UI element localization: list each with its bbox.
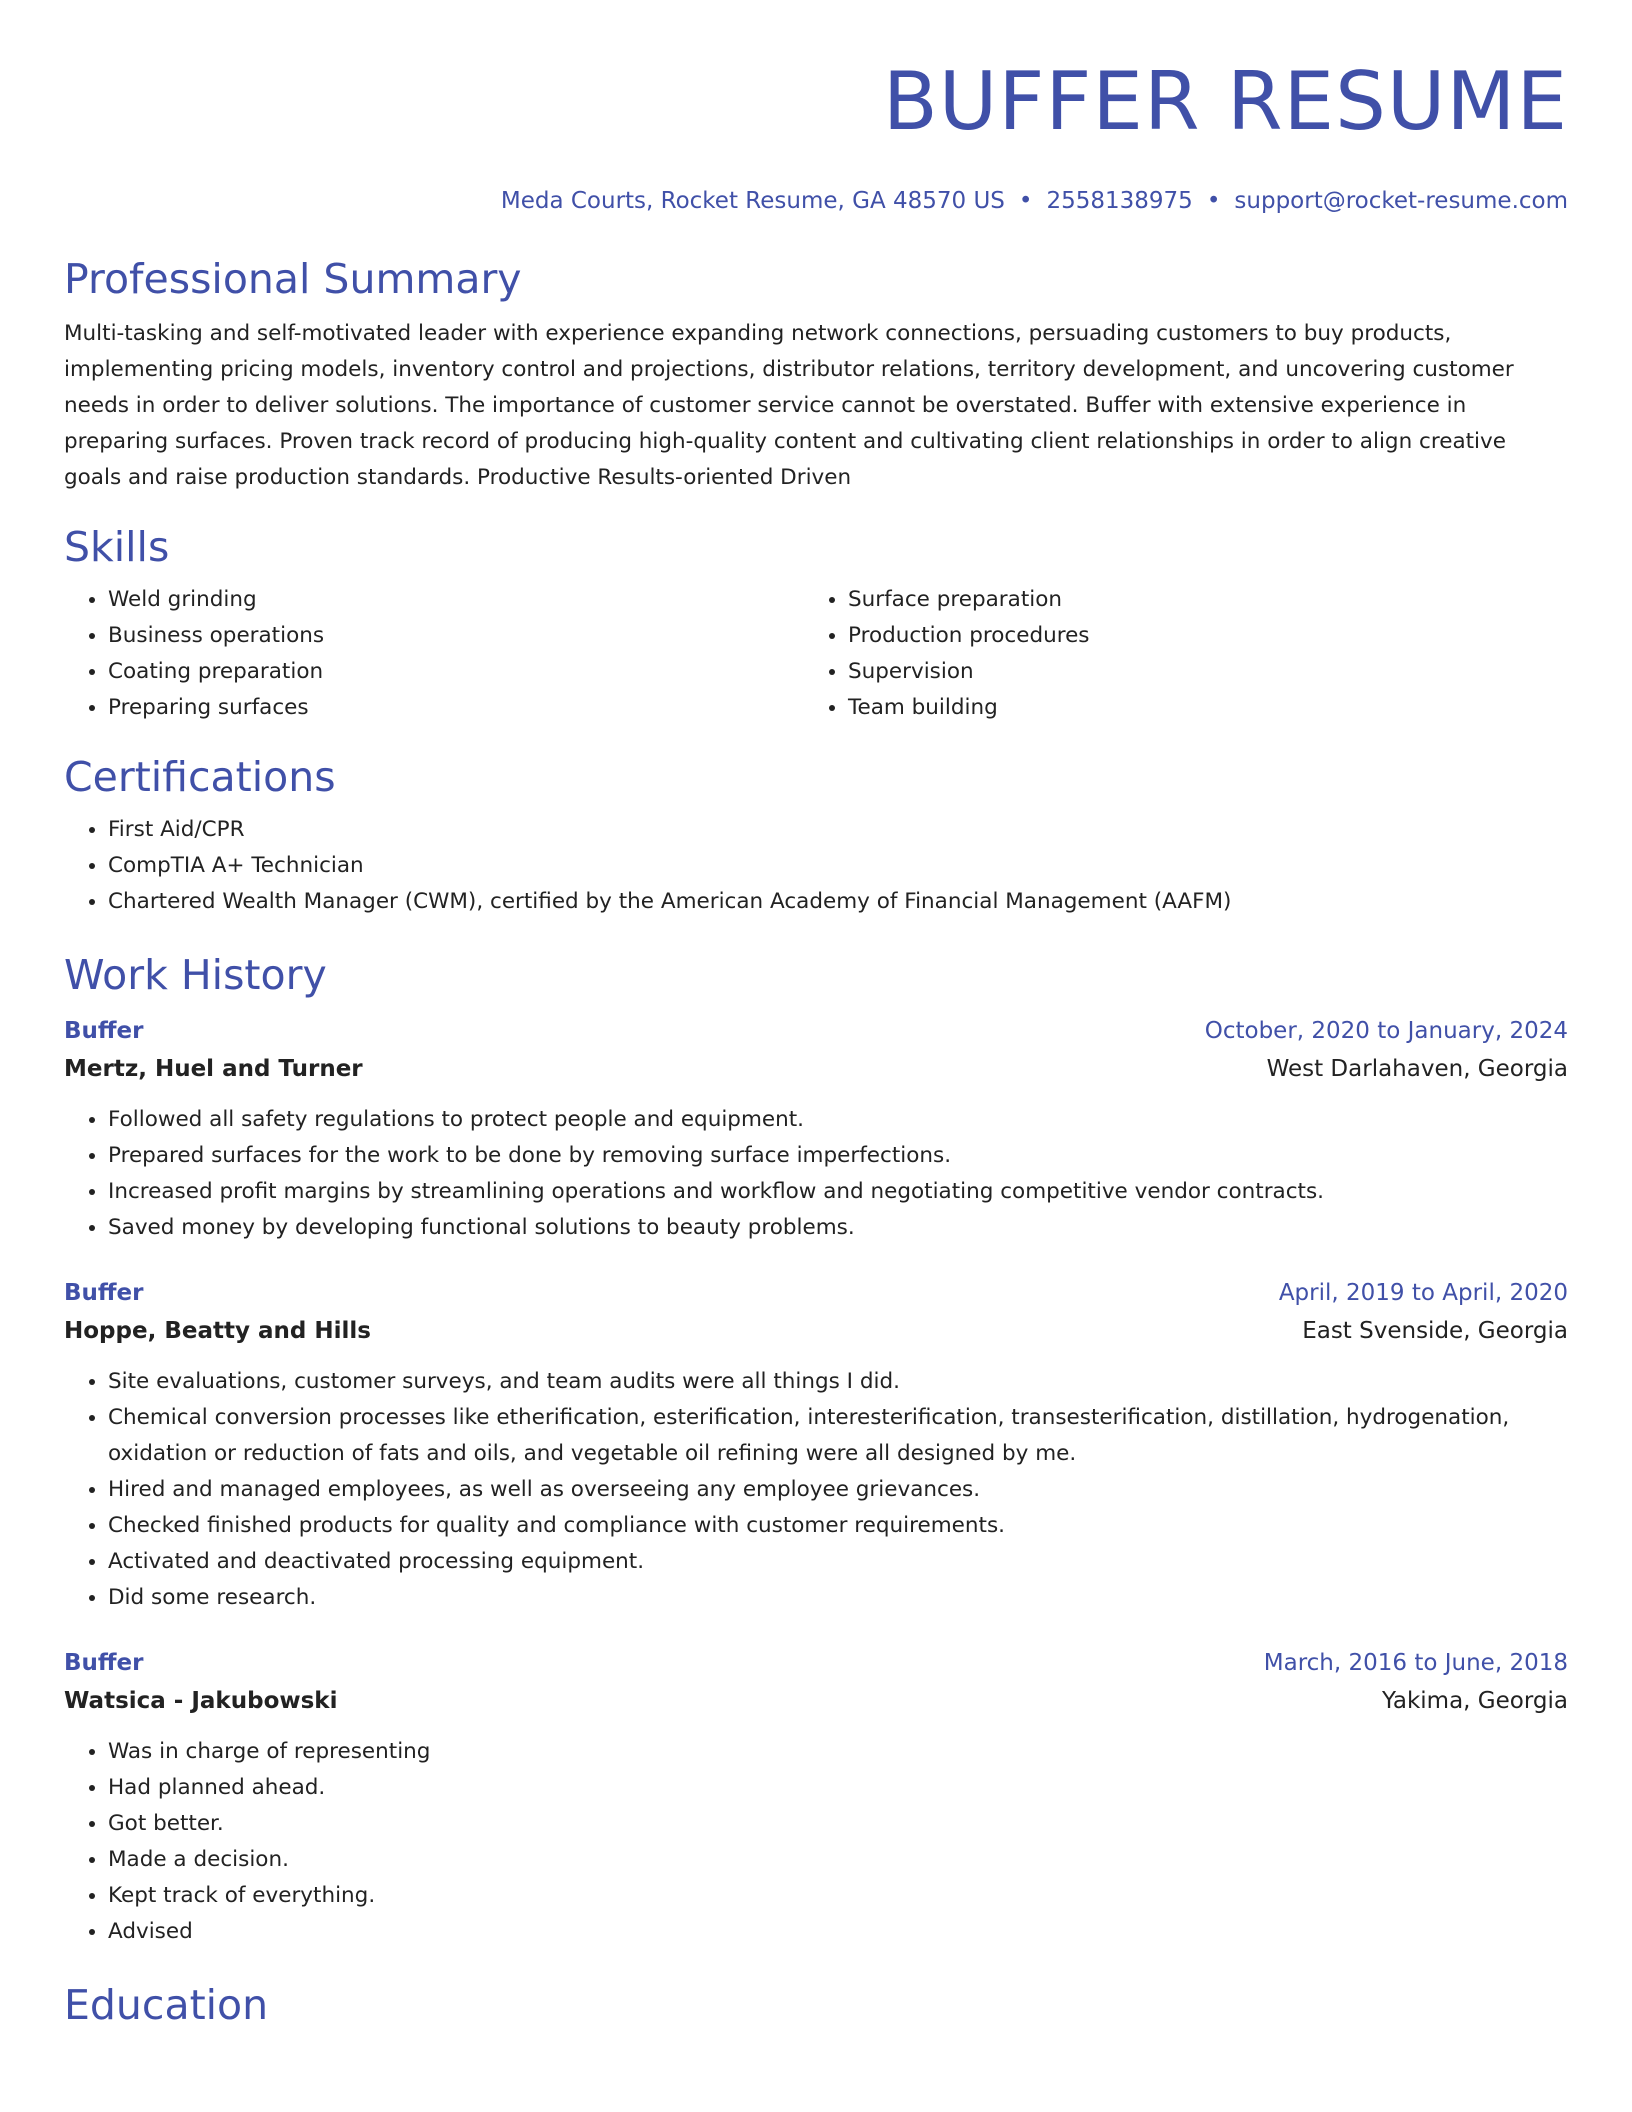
contact-email[interactable]: support@rocket-resume.com bbox=[1234, 188, 1568, 214]
job-bullet: • Site evaluations, customer surveys, and team audits were all things I did. bbox=[108, 1364, 1568, 1400]
job-bullet: • Advised bbox=[108, 1914, 1568, 1950]
job-title: Buffer bbox=[64, 1280, 144, 1306]
job-bullet: • Got better. bbox=[108, 1806, 1568, 1842]
summary-text: Multi-tasking and self-motivated leader with experience expanding network connections, persuading customers to buy products, implementing pricing models, inventory control and projections, distributor relations, territory development, and uncovering customer needs in order to deliver solutions. The importance of customer service cannot be overstated. Buffer with extensive experience in preparing surfaces. Proven track record of producing high-quality content and cultivating client relationships in order to align creative goals and raise production standards. Productive Results-oriented Driven bbox=[64, 321, 1514, 490]
job-entry bbox=[64, 1014, 1568, 1246]
job-company: Hoppe, Beatty and Hills bbox=[64, 1318, 371, 1344]
job-company-row bbox=[64, 1314, 1568, 1348]
skill-item: • Surface preparation bbox=[848, 582, 1568, 618]
job-bullet: • Did some research. bbox=[108, 1580, 1568, 1616]
job-title-row bbox=[64, 1276, 1568, 1310]
certifications-list bbox=[64, 812, 1568, 920]
skills-heading: Skills bbox=[64, 523, 170, 571]
job-entry bbox=[64, 1646, 1568, 1950]
job-location: West Darlahaven, Georgia bbox=[1266, 1056, 1568, 1082]
job-location: East Svenside, Georgia bbox=[1302, 1318, 1568, 1344]
contact-line bbox=[64, 186, 1568, 216]
skill-item: • Preparing surfaces bbox=[108, 690, 804, 726]
contact-address: Meda Courts, Rocket Resume, GA 48570 US bbox=[500, 188, 1005, 214]
skill-item: • Team building bbox=[848, 690, 1568, 726]
certification-item: • Chartered Wealth Manager (CWM), certified by the American Academy of Financial Management (AAFM) bbox=[108, 884, 1568, 920]
job-bullet: • Increased profit margins by streamlining operations and workflow and negotiating competitive vendor contracts. bbox=[108, 1174, 1568, 1210]
contact-separator: • bbox=[1206, 188, 1221, 214]
job-bullet: • Had planned ahead. bbox=[108, 1770, 1568, 1806]
job-bullet: • Made a decision. bbox=[108, 1842, 1568, 1878]
job-bullet: • Followed all safety regulations to protect people and equipment. bbox=[108, 1102, 1568, 1138]
job-entry bbox=[64, 1276, 1568, 1616]
job-bullets bbox=[64, 1102, 1568, 1246]
summary-heading: Professional Summary bbox=[64, 255, 522, 303]
job-title: Buffer bbox=[64, 1650, 144, 1676]
certification-item: • First Aid/CPR bbox=[108, 812, 1568, 848]
job-bullet: • Activated and deactivated processing equipment. bbox=[108, 1544, 1568, 1580]
skills-list-right bbox=[804, 582, 1568, 726]
job-company: Mertz, Huel and Turner bbox=[64, 1056, 363, 1082]
certification-item: • CompTIA A+ Technician bbox=[108, 848, 1568, 884]
job-dates: March, 2016 to June, 2018 bbox=[1263, 1650, 1568, 1676]
job-bullet: • Saved money by developing functional solutions to beauty problems. bbox=[108, 1210, 1568, 1246]
skills-list-left bbox=[64, 582, 804, 726]
job-title: Buffer bbox=[64, 1018, 144, 1044]
job-bullet: • Was in charge of representing bbox=[108, 1734, 1568, 1770]
job-bullet: • Prepared surfaces for the work to be done by removing surface imperfections. bbox=[108, 1138, 1568, 1174]
resume-name: BUFFER RESUME bbox=[882, 55, 1568, 148]
certifications-heading: Certifications bbox=[64, 753, 336, 801]
job-location: Yakima, Georgia bbox=[1382, 1688, 1568, 1714]
job-company-row bbox=[64, 1684, 1568, 1718]
skill-item: • Production procedures bbox=[848, 618, 1568, 654]
job-company: Watsica - Jakubowski bbox=[64, 1688, 338, 1714]
work-history-heading: Work History bbox=[64, 951, 327, 999]
skill-item: • Business operations bbox=[108, 618, 804, 654]
skill-item: • Weld grinding bbox=[108, 582, 804, 618]
contact-phone: 2558138975 bbox=[1046, 188, 1193, 214]
education-heading: Education bbox=[64, 1981, 269, 2029]
job-dates: October, 2020 to January, 2024 bbox=[1204, 1018, 1568, 1044]
job-company-row bbox=[64, 1052, 1568, 1086]
skill-item: • Coating preparation bbox=[108, 654, 804, 690]
job-title-row bbox=[64, 1646, 1568, 1680]
job-bullets bbox=[64, 1364, 1568, 1616]
skills-grid bbox=[64, 582, 1568, 726]
job-bullet: • Hired and managed employees, as well as overseeing any employee grievances. bbox=[108, 1472, 1568, 1508]
job-bullet: • Kept track of everything. bbox=[108, 1878, 1568, 1914]
job-dates: April, 2019 to April, 2020 bbox=[1278, 1280, 1568, 1306]
skill-item: • Supervision bbox=[848, 654, 1568, 690]
job-bullets bbox=[64, 1734, 1568, 1950]
job-bullet: • Chemical conversion processes like etherification, esterification, interesterification, transesterification, distillation, hydrogenation, oxidation or reduction of fats and oils, and vegetable oil refining were all designed by me. bbox=[108, 1400, 1568, 1472]
contact-separator: • bbox=[1018, 188, 1033, 214]
job-title-row bbox=[64, 1014, 1568, 1048]
job-bullet: • Checked finished products for quality and compliance with customer requirements. bbox=[108, 1508, 1568, 1544]
